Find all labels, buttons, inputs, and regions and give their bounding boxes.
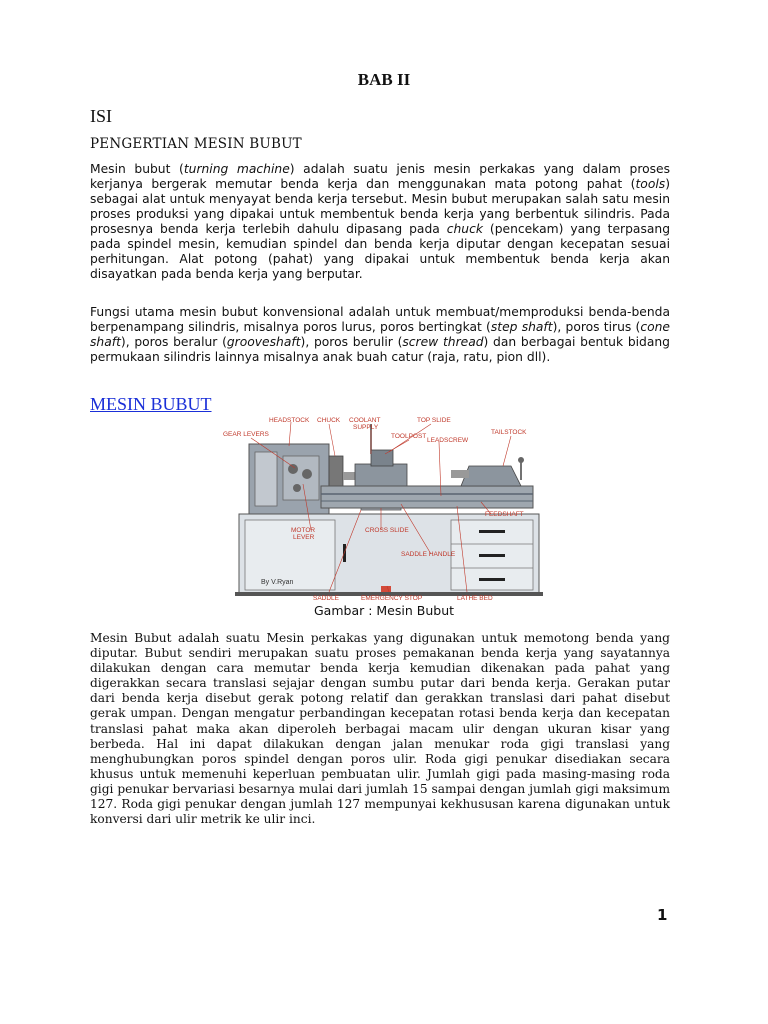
label-supply: SUPPLY	[353, 424, 379, 431]
paragraph-explanation: Mesin Bubut adalah suatu Mesin perkakas yang digunakan untuk memotong benda yang diputar. Bubut sendiri merupakan suatu proses pemakanan benda kerja yang sayatannya dilakukan dengan cara memutar benda kerja kemudian dikenakan pada pahat yang digerakkan secara translasi sejajar dengan sumbu putar dari benda kerja. Gerakan putar dari benda kerja disebut gerak potong relatif dan gerakkan translasi dari pahat disebut gerak umpan. Dengan mengatur perbandingan kecepatan rotasi benda kerja dan kecepatan translasi pahat maka akan diperoleh berbagai macam ulir dengan ukuran kisar yang berbeda. Hal ini dapat dilakukan dengan jalan menukar roda gigi translasi yang menghubungkan poros spindel dengan poros ulir. Roda gigi penukar disediakan secara khusus untuk memenuhi keperluan pembuatan ulir. Jumlah gigi pada masing-masing roda gigi penukar bervariasi besarnya mulai dari jumlah 15 sampai dengan jumlah gigi maksimum 127. Roda gigi penukar dengan jumlah 127 mempunyai kekhususan karena digunakan untuk konversi dari ulir metrik ke ulir inci.	[90, 631, 670, 827]
label-lever: LEVER	[293, 534, 315, 541]
label-cross-slide: CROSS SLIDE	[365, 527, 409, 534]
section-title: ISI	[90, 106, 112, 126]
label-lathe-bed: LATHE BED	[457, 595, 493, 602]
section-heading: PENGERTIAN MESIN BUBUT	[90, 136, 302, 152]
label-headstock: HEADSTOCK	[269, 417, 310, 424]
label-leadscrew: LEADSCREW	[427, 437, 469, 444]
label-emergency-stop: EMERGENCY STOP	[361, 595, 423, 602]
drawer-handle-icon	[479, 530, 505, 533]
label-feedshaft: FEEDSHAFT	[485, 511, 524, 518]
lathe-diagram	[221, 414, 545, 604]
page-number: 1	[657, 906, 668, 924]
chapter-title: BAB II	[357, 70, 411, 89]
label-chuck: CHUCK	[317, 417, 341, 424]
label-gear-levers: GEAR LEVERS	[223, 431, 269, 438]
label-saddle-handle: SADDLE HANDLE	[401, 551, 456, 558]
figure-caption: Gambar : Mesin Bubut	[313, 603, 455, 618]
label-toolpost: TOOLPOST	[391, 433, 427, 440]
paragraph-function: Fungsi utama mesin bubut konvensional adalah untuk membuat/memproduksi benda-benda berpenampang silindris, misalnya poros lurus, poros bertingkat (step shaft), poros tirus (cone shaft), poros beralur (grooveshaft), poros berulir (screw thread) dan berbagai bentuk bidang permukaan silindris lainnya misalnya anak buah catur (raja, ratu, pion dll).	[90, 305, 670, 364]
paragraph-definition: Mesin bubut (turning machine) adalah suatu jenis mesin perkakas yang dalam proses kerjanya bergerak memutar benda kerja dan menggunakan mata potong pahat (tools) sebagai alat untuk menyayat benda kerja tersebut. Mesin bubut merupakan salah satu mesin proses produksi yang dipakai untuk membentuk benda kerja yang berbentuk silindris. Pada prosesnya benda kerja terlebih dahulu dipasang pada chuck (pencekam) yang terpasang pada spindel mesin, kemudian spindel dan benda kerja diputar dengan kecepatan sesuai perhitungan. Alat potong (pahat) yang dipakai untuk membentuk benda kerja akan disayatkan pada benda kerja yang berputar.	[90, 162, 671, 281]
gear-lever-knob-icon	[288, 464, 298, 474]
label-top-slide: TOP SLIDE	[417, 417, 451, 424]
toolpost-shape	[371, 450, 393, 466]
lathe-bed-shape	[321, 486, 533, 508]
label-motor: MOTOR	[291, 527, 316, 534]
label-tailstock: TAILSTOCK	[491, 429, 527, 436]
mesin-bubut-link[interactable]: MESIN BUBUT	[90, 394, 212, 414]
tailstock-shape	[461, 466, 521, 486]
label-saddle: SADDLE	[313, 595, 340, 602]
carriage-shape	[355, 464, 407, 486]
label-by: By V.Ryan	[261, 579, 294, 586]
label-coolant: COOLANT	[349, 417, 381, 424]
